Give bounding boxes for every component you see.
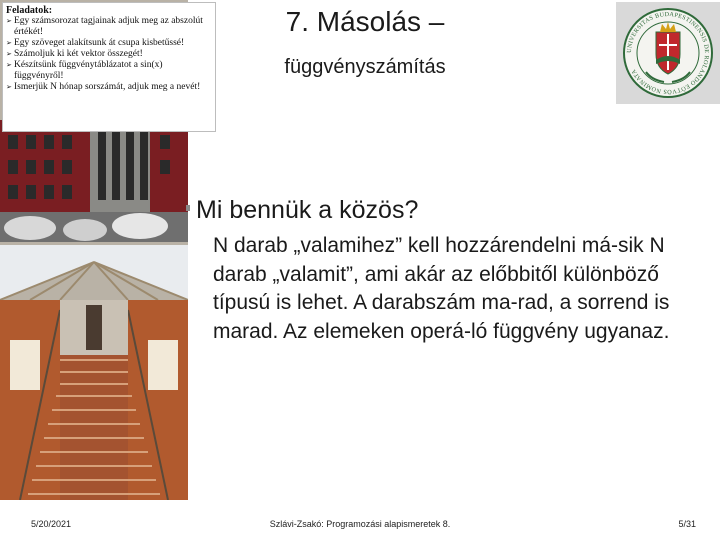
footer-date: 5/20/2021 [31, 519, 72, 529]
footer-page-number: 5/31 [678, 519, 696, 529]
task-list-header: Feladatok: [6, 5, 53, 16]
slide-subtitle: függvényszámítás [284, 56, 446, 78]
content-heading-text: Mi bennük a közös? [196, 196, 419, 224]
task-list-box [2, 2, 216, 132]
slide-title: 7. Másolás – [285, 6, 445, 37]
task-item: ➢ Ismerjük N hónap sorszámát, adjuk meg a nevét! [6, 82, 212, 93]
seal-text: UNIVERSITAS BUDAPESTINENSIS DE ROLANDO EÖTVÖS NOMINATA [625, 10, 711, 96]
task-item: ➢ Készítsünk függvénytáblázatot a sin(x) függvényről! [6, 60, 212, 82]
task-item: ➢ Számoljuk ki két vektor összegét! [6, 49, 212, 60]
bullet-icon [186, 205, 190, 211]
task-list [6, 16, 212, 93]
content-heading [196, 196, 418, 225]
footer-course: Szlávi-Zsakó: Programozási alapismeretek 8. [269, 519, 451, 529]
task-item: ➢ Egy szöveget alakítsunk át csupa kisbetűssé! [6, 38, 212, 49]
university-seal-logo [616, 2, 720, 104]
task-item: ➢ Egy számsorozat tagjainak adjuk meg az abszolút értékét! [6, 16, 212, 38]
content-paragraph: N darab „valamihez” kell hozzárendelni má-sik N darab „valamit”, ami akár az előbbitől különböző típusú is lehet. A darabszám ma-rad, a sorrend is marad. Az elemeken operá-ló függvény ugyanaz. [213, 234, 670, 343]
